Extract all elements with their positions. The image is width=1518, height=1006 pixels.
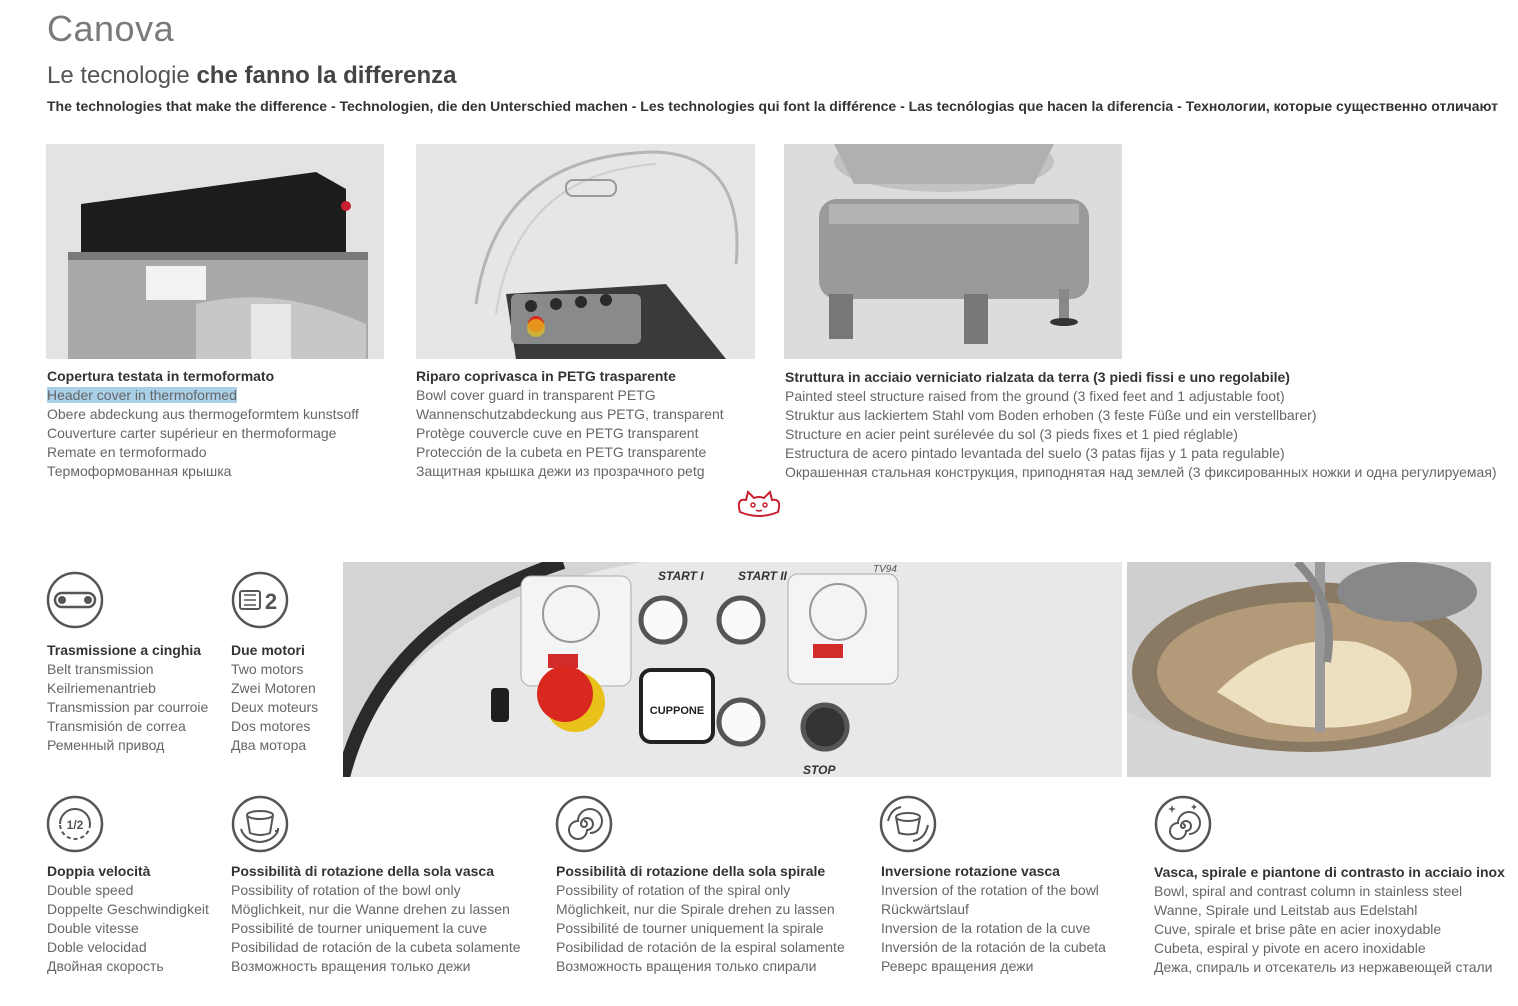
feature-line-fr: Possibilité de tourner uniquement la spirale bbox=[556, 920, 824, 936]
steel-structure-photo bbox=[784, 144, 1122, 359]
feature-line-en: Two motors bbox=[231, 661, 304, 677]
feature-stainless-steel bbox=[1154, 863, 1505, 977]
feature-bowl-rotation bbox=[231, 862, 521, 976]
feature-title: Copertura testata in termoformato bbox=[47, 368, 275, 384]
feature-line-fr: Double vitesse bbox=[47, 920, 139, 936]
bowl-spiral-photo bbox=[1127, 562, 1491, 777]
feature-title: Possibilità di rotazione della sola spirale bbox=[556, 863, 826, 879]
header-cover-photo bbox=[46, 144, 384, 359]
feature-line-es: Transmisión de correa bbox=[47, 718, 186, 734]
feature-line-fr: Inversion de la rotation de la cuve bbox=[881, 920, 1091, 936]
feature-line-de: Doppelte Geschwindigkeit bbox=[47, 901, 209, 917]
feature-line-en: Bowl cover guard in transparent PETG bbox=[416, 387, 656, 403]
double-speed-icon bbox=[46, 795, 104, 853]
stainless-steel-icon bbox=[1154, 795, 1212, 853]
feature-line-de: Obere abdeckung aus thermogeformtem kunstsoff bbox=[47, 406, 359, 422]
feature-line-en: Double speed bbox=[47, 882, 134, 898]
feature-title: Trasmissione a cinghia bbox=[47, 642, 202, 658]
feature-line-ru: Возможность вращения только дежи bbox=[231, 958, 471, 974]
feature-line-en: Painted steel structure raised from the ground (3 fixed feet and 1 adjustable foot) bbox=[785, 388, 1285, 404]
feature-title: Possibilità di rotazione della sola vasca bbox=[231, 863, 494, 879]
feature-line-en: Possibility of rotation of the bowl only bbox=[231, 882, 461, 898]
bowl-guard-photo bbox=[416, 144, 755, 359]
two-motors-icon bbox=[231, 571, 289, 629]
feature-line-ru: Возможность вращения только спирали bbox=[556, 958, 817, 974]
heading-normal: Le tecnologie bbox=[47, 62, 197, 89]
feature-line-de: Zwei Motoren bbox=[231, 680, 316, 696]
feature-title: Struttura in acciaio verniciato rialzata da terra (3 piedi fissi e uno regolabile) bbox=[785, 369, 1290, 385]
belt-transmission-icon bbox=[46, 571, 104, 629]
feature-line-de: Wanne, Spirale und Leitstab aus Edelstahl bbox=[1154, 902, 1418, 918]
feature-line-ru: Защитная крышка дежи из прозрачного petg bbox=[416, 463, 705, 479]
control-panel-photo bbox=[343, 562, 1122, 777]
feature-line-de: Möglichkeit, nur die Wanne drehen zu lassen bbox=[231, 901, 510, 917]
feature-line-es: Dos motores bbox=[231, 718, 311, 734]
feature-line-fr: Deux moteurs bbox=[231, 699, 319, 715]
feature-two-motors bbox=[231, 641, 318, 755]
motor-count-label: 2 bbox=[264, 589, 278, 614]
heading-bold: che fanno la differenza bbox=[196, 62, 457, 89]
feature-title: Riparo coprivasca in PETG trasparente bbox=[416, 368, 676, 384]
feature-line-es: Estructura de acero pintado levantada del suelo (3 patas fijas y 1 pata regulable) bbox=[785, 445, 1285, 461]
model-label: TV94 bbox=[873, 564, 897, 575]
feature-line-de: Wannenschutzabdeckung aus PETG, transparent bbox=[416, 406, 724, 422]
cat-mascot-icon bbox=[734, 488, 784, 518]
feature-line-es: Posibilidad de rotación de la espiral solamente bbox=[556, 939, 845, 955]
feature-line-en: Inversion of the rotation of the bowl bbox=[881, 882, 1099, 898]
feature-line-ru: Окрашенная стальная конструкция, приподнятая над землей (3 фиксированных ножки и одна регулируемая) bbox=[785, 464, 1497, 480]
feature-line-fr: Protège couvercle cuve en PETG transparent bbox=[416, 425, 699, 441]
speed-fraction-label: 1/2 bbox=[66, 818, 84, 832]
feature-steel-structure bbox=[785, 368, 1497, 482]
feature-line-fr: Cuve, spirale et brise pâte en acier inoxydable bbox=[1154, 921, 1442, 937]
feature-line-es: Cubeta, espiral y pivote en acero inoxidable bbox=[1154, 940, 1426, 956]
feature-line-ru: Два мотора bbox=[231, 737, 307, 753]
feature-line-ru: Дежа, спираль и отсекатель из нержавеющей стали bbox=[1154, 959, 1493, 975]
spiral-rotation-icon bbox=[555, 795, 613, 853]
feature-title: Doppia velocità bbox=[47, 863, 151, 879]
feature-line-ru: Ременный привод bbox=[47, 737, 165, 753]
heading-translations: The technologies that make the difference - Technologien, die den Unterschied machen - Les technologies qui font la différence - Las tecnólogias que hacen la diferencia - Технологии, которые существенно отличают bbox=[47, 98, 1498, 114]
feature-line-es: Posibilidad de rotación de la cubeta solamente bbox=[231, 939, 521, 955]
feature-line-ru: Термоформованная крышка bbox=[47, 463, 232, 479]
bowl-reverse-icon bbox=[879, 795, 937, 853]
feature-line-es: Inversión de la rotación de la cubeta bbox=[881, 939, 1106, 955]
cuppone-logo: CUPPONE bbox=[649, 705, 705, 717]
feature-line-fr: Couverture carter supérieur en thermoformage bbox=[47, 425, 337, 441]
start-i-label: START I bbox=[658, 569, 704, 583]
feature-title: Due motori bbox=[231, 642, 305, 658]
feature-title: Inversione rotazione vasca bbox=[881, 863, 1060, 879]
feature-title: Vasca, spirale e piantone di contrasto in acciaio inox bbox=[1154, 864, 1505, 880]
feature-line-de: Möglichkeit, nur die Spirale drehen zu lassen bbox=[556, 901, 835, 917]
feature-line-fr: Possibilité de tourner uniquement la cuve bbox=[231, 920, 488, 936]
feature-line-ru: Двойная скорость bbox=[47, 958, 164, 974]
feature-spiral-rotation bbox=[556, 862, 845, 976]
feature-bowl-reverse bbox=[881, 862, 1106, 976]
stop-label: STOP bbox=[803, 763, 836, 777]
feature-line-es: Doble velocidad bbox=[47, 939, 147, 955]
feature-line-ru: Реверс вращения дежи bbox=[881, 958, 1034, 974]
feature-line-es: Protección de la cubeta en PETG transparente bbox=[416, 444, 707, 460]
start-ii-label: START II bbox=[738, 569, 787, 583]
feature-line-es: Remate en termoformado bbox=[47, 444, 207, 460]
feature-double-speed bbox=[47, 862, 209, 976]
feature-header-cover bbox=[47, 367, 359, 481]
page-heading bbox=[47, 62, 457, 90]
feature-line-en-selected[interactable]: Header cover in thermoformed bbox=[47, 387, 237, 403]
feature-line-fr: Structure en acier peint surélevée du sol (3 pieds fixes et 1 pied réglable) bbox=[785, 426, 1238, 442]
feature-belt-transmission bbox=[47, 641, 208, 755]
feature-line-de: Keilriemenantrieb bbox=[47, 680, 156, 696]
feature-line-de: Struktur aus lackiertem Stahl vom Boden erhoben (3 feste Füße und ein verstellbarer) bbox=[785, 407, 1317, 423]
feature-bowl-guard bbox=[416, 367, 724, 481]
brand-title: Canova bbox=[47, 8, 175, 49]
feature-line-de: Rückwärtslauf bbox=[881, 901, 969, 917]
feature-line-en: Bowl, spiral and contrast column in stainless steel bbox=[1154, 883, 1463, 899]
feature-line-fr: Transmission par courroie bbox=[47, 699, 209, 715]
feature-line-en: Possibility of rotation of the spiral only bbox=[556, 882, 791, 898]
feature-line-en: Belt transmission bbox=[47, 661, 154, 677]
bowl-rotation-icon bbox=[231, 795, 289, 853]
